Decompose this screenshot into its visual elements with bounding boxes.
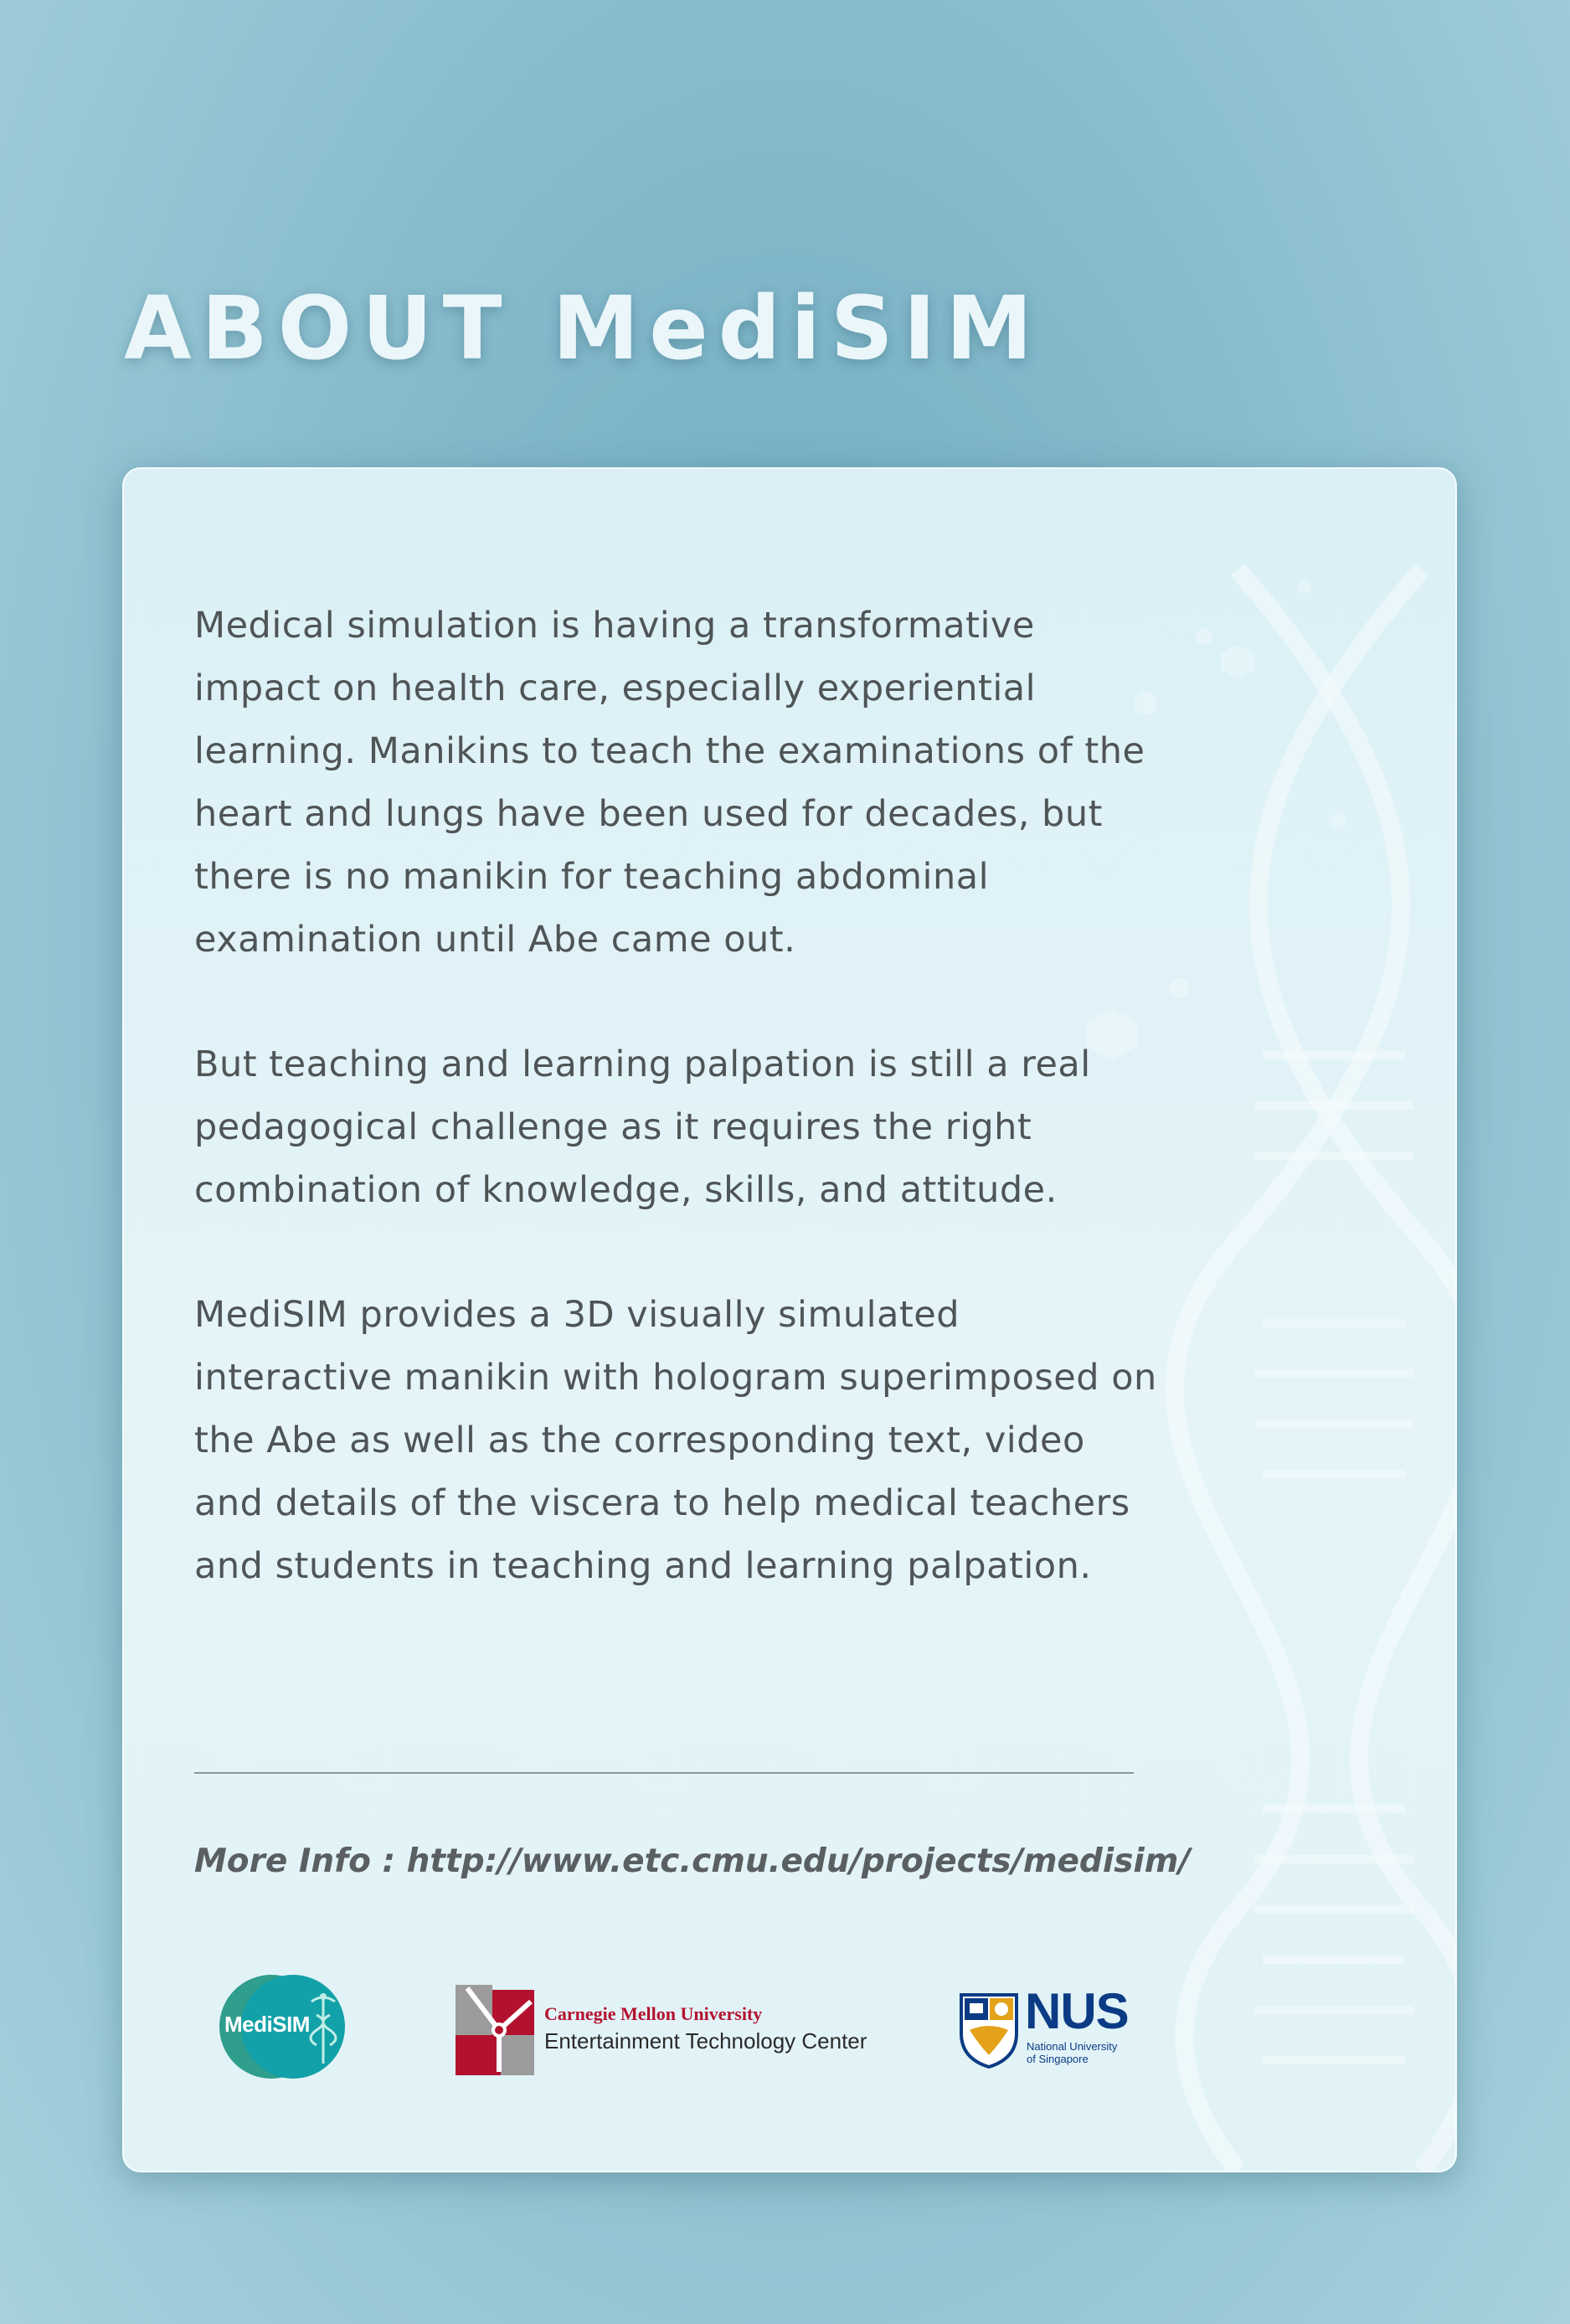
logo-row — [124, 1968, 1455, 2085]
nus-crest-icon — [958, 1992, 1020, 2069]
nus-logo — [958, 1983, 1142, 2075]
nus-name-line2: of Singapore — [1027, 2053, 1089, 2065]
etc-mark-icon — [456, 1985, 536, 2075]
paragraph-challenge: But teaching and learning palpation is still a real pedagogical challenge as it requires the right combination of knowledge, skills, and attitude. — [194, 1043, 1091, 1211]
paragraph-intro: Medical simulation is having a transformative impact on health care, especially experiential learning. Manikins to teach the examinations of the heart and lungs have been used for decades, but there is no manikin for teaching abdominal examination until Abe came out. — [194, 605, 1145, 961]
etc-name: Entertainment Technology Center — [544, 2028, 867, 2053]
nus-letters: NUS — [1025, 1983, 1129, 2039]
more-info-link[interactable]: More Info : http://www.etc.cmu.edu/projects/medisim/ — [194, 1842, 1191, 1880]
nus-name-line1: National University — [1027, 2040, 1118, 2053]
paragraph-medisim: MediSIM provides a 3D visually simulated interactive manikin with hologram superimposed on the Abe as well as the corresponding text, video and details of the viscera to help medical teachers and students in teaching and learning palpation. — [194, 1294, 1157, 1587]
nus-full-name — [1027, 2040, 1144, 2065]
page-title: ABOUT MediSIM — [124, 277, 1042, 379]
divider — [194, 1772, 1134, 1774]
body-text — [194, 595, 1166, 1660]
cmu-name: Carnegie Mellon University — [544, 2003, 763, 2024]
medisim-logo — [219, 1975, 345, 2079]
medisim-logo-text: MediSIM — [224, 2012, 310, 2037]
about-card — [122, 467, 1457, 2172]
cmu-etc-logo — [456, 1985, 874, 2077]
caduceus-icon — [306, 1990, 340, 2067]
